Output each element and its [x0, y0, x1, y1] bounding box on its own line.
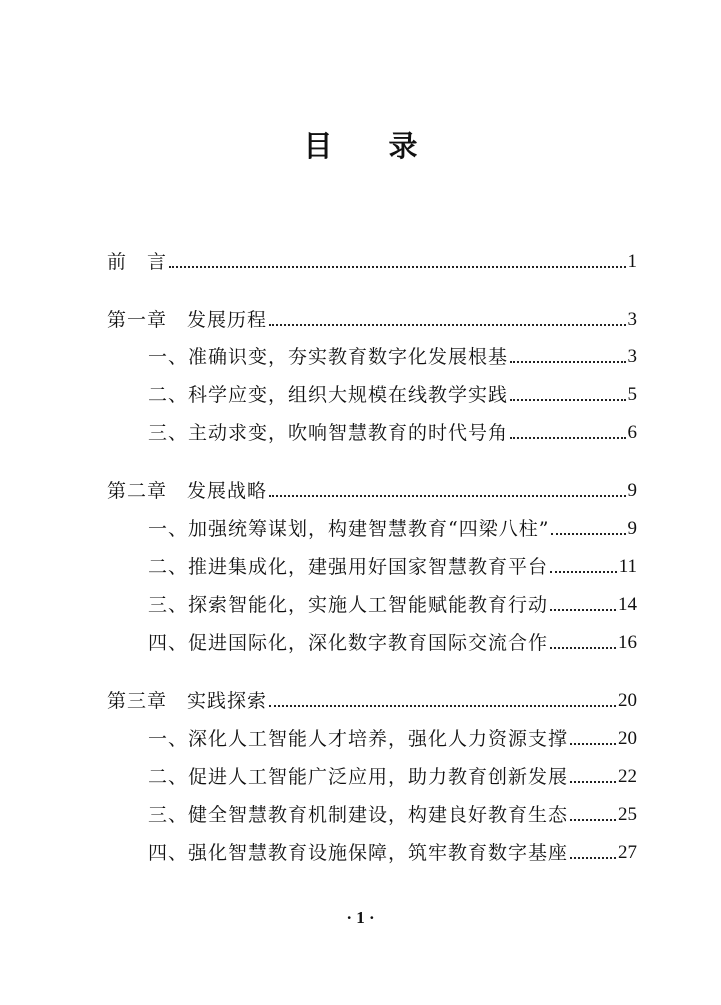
toc-entry-label: 一、深化人工智能人才培养，强化人力资源支撑	[148, 728, 569, 750]
page-number-footer: · 1 ·	[346, 908, 375, 927]
toc-entry-preface[interactable]	[107, 247, 637, 277]
toc-page-number: 3	[627, 309, 637, 330]
toc-entry-3-2[interactable]	[148, 762, 637, 792]
toc-entry-2-3[interactable]	[148, 590, 637, 620]
toc-entry-label: 二、促进人工智能广泛应用，助力教育创新发展	[148, 766, 569, 788]
toc-page-number: 9	[627, 518, 637, 539]
toc-title-right: 录	[388, 129, 418, 163]
toc-entry-1-3[interactable]	[148, 418, 637, 448]
toc-leader-dots	[510, 418, 625, 448]
toc-entry-2-4[interactable]	[148, 628, 637, 658]
toc-page-number: 20	[618, 728, 637, 749]
toc-entry-label: 二、科学应变，组织大规模在线教学实践	[148, 384, 509, 406]
toc-entry-chapter-3[interactable]	[107, 686, 637, 716]
toc-entry-label: 四、强化智慧教育设施保障，筑牢教育数字基座	[148, 842, 569, 864]
toc-page-number: 20	[618, 690, 637, 711]
toc-entry-label: 第一章 发展历程	[107, 309, 268, 331]
toc-entry-label: 二、推进集成化，建强用好国家智慧教育平台	[148, 556, 549, 578]
toc-page-number: 3	[627, 346, 637, 367]
toc-leader-dots	[551, 514, 625, 544]
toc-leader-dots	[269, 686, 616, 716]
toc-page-number: 11	[618, 556, 637, 577]
toc-entry-label: 三、主动求变，吹响智慧教育的时代号角	[148, 422, 509, 444]
toc-leader-dots	[570, 724, 616, 754]
toc-title	[0, 126, 721, 166]
toc-page-number: 6	[627, 422, 637, 443]
toc-entry-chapter-1[interactable]	[107, 305, 637, 335]
toc-leader-dots	[550, 628, 616, 658]
toc-entry-3-4[interactable]	[148, 838, 637, 868]
toc-leader-dots	[570, 838, 616, 868]
toc-entry-label: 三、探索智能化，实施人工智能赋能教育行动	[148, 594, 549, 616]
toc-entry-1-1[interactable]	[148, 342, 637, 372]
toc-page-number: 27	[618, 842, 637, 863]
toc-entry-label: 前 言	[107, 251, 168, 273]
toc-page-number: 1	[627, 251, 637, 272]
toc-leader-dots	[169, 247, 625, 277]
toc-page-number: 5	[627, 384, 637, 405]
toc-page-number: 14	[618, 594, 637, 615]
toc-entry-label: 四、促进国际化，深化数字教育国际交流合作	[148, 632, 549, 654]
toc-leader-dots	[550, 552, 617, 582]
toc-leader-dots	[269, 476, 625, 506]
toc-entry-3-3[interactable]	[148, 800, 637, 830]
toc-entry-1-2[interactable]	[148, 380, 637, 410]
toc-title-left: 目	[303, 129, 333, 163]
toc-entry-label: 一、加强统筹谋划，构建智慧教育“四梁八柱”	[148, 518, 550, 540]
toc-leader-dots	[269, 305, 625, 335]
toc-page-number: 9	[627, 480, 637, 501]
toc-leader-dots	[570, 762, 616, 792]
toc-leader-dots	[510, 380, 625, 410]
toc-entry-label: 一、准确识变，夯实教育数字化发展根基	[148, 346, 509, 368]
toc-leader-dots	[570, 800, 616, 830]
toc-entry-label: 三、健全智慧教育机制建设，构建良好教育生态	[148, 804, 569, 826]
toc-leader-dots	[550, 590, 616, 620]
toc-entry-2-1[interactable]	[148, 514, 637, 544]
toc-page-number: 16	[618, 632, 637, 653]
toc-page-number: 25	[618, 804, 637, 825]
toc-entry-2-2[interactable]	[148, 552, 637, 582]
toc-page-number: 22	[618, 766, 637, 787]
toc-entry-label: 第三章 实践探索	[107, 690, 268, 712]
toc-entry-label: 第二章 发展战略	[107, 480, 268, 502]
toc-leader-dots	[510, 342, 625, 372]
toc-entry-chapter-2[interactable]	[107, 476, 637, 506]
toc-entry-3-1[interactable]	[148, 724, 637, 754]
